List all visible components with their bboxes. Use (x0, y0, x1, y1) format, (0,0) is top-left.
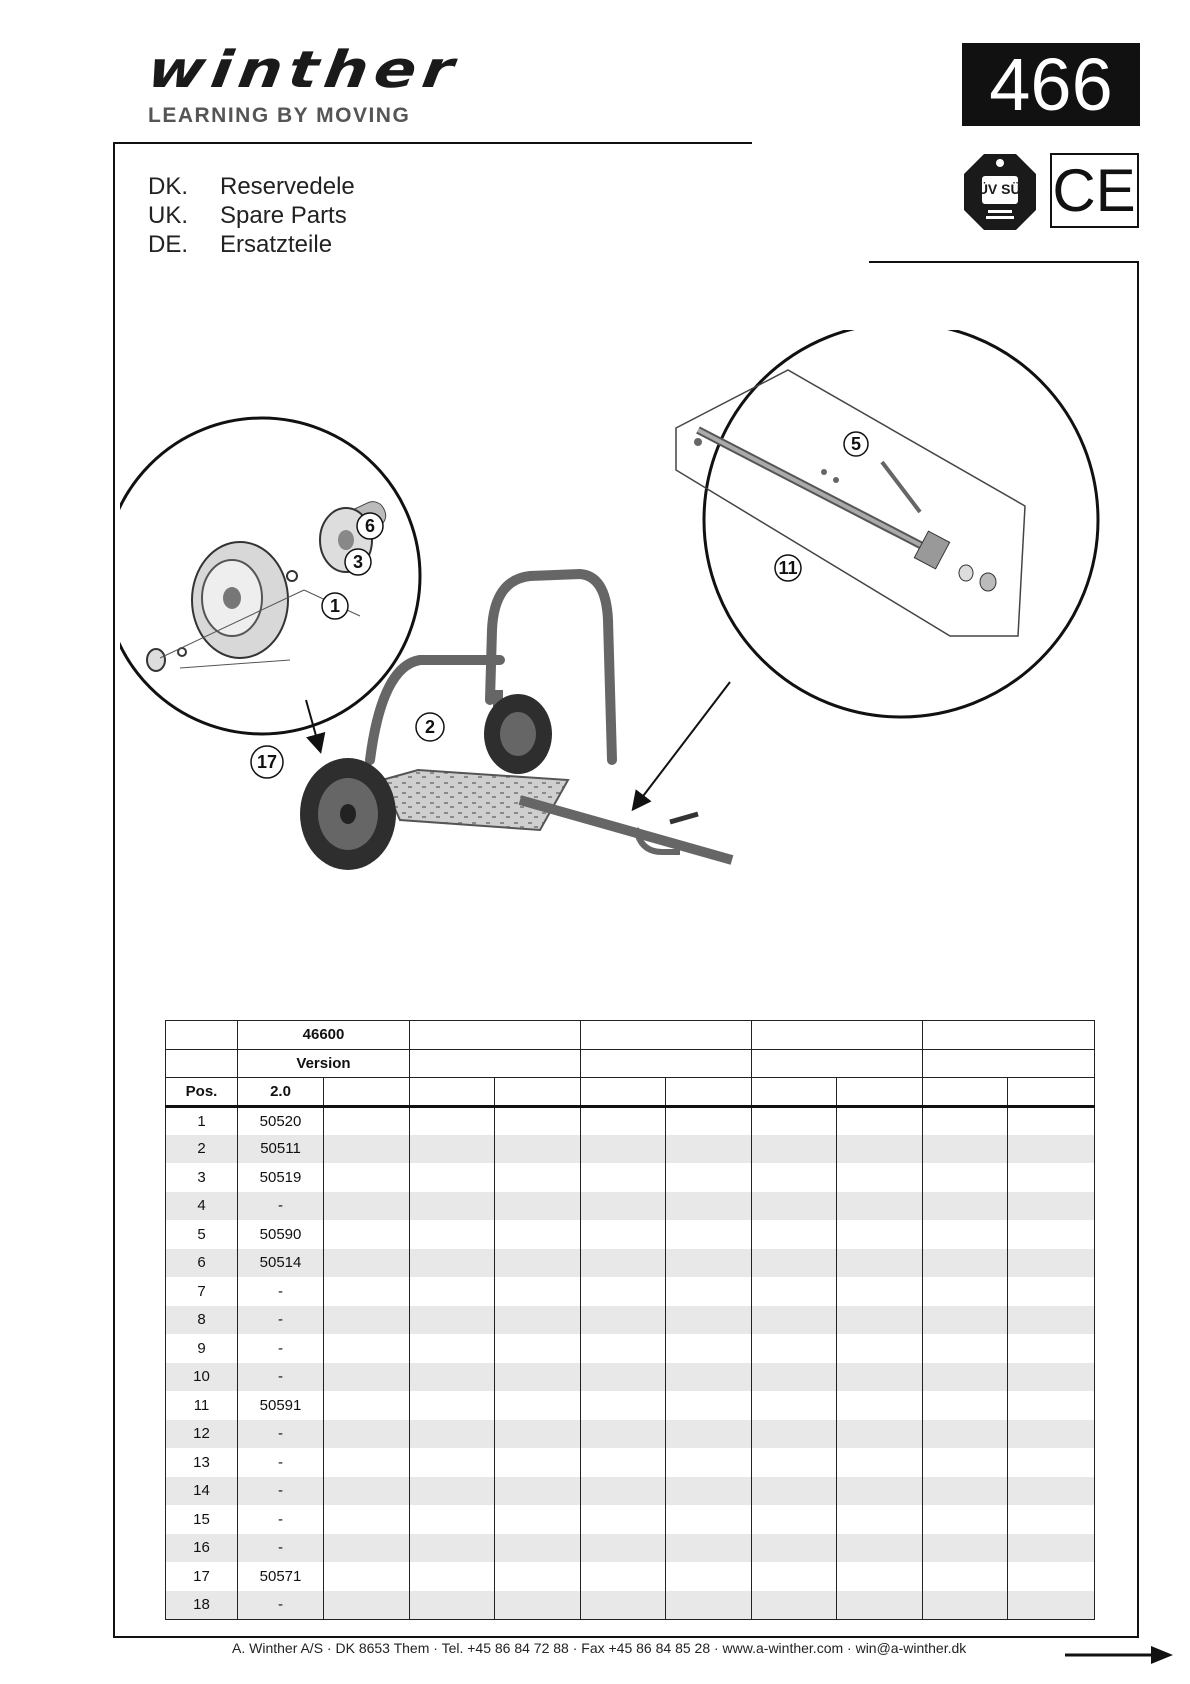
empty-cell (923, 1505, 1008, 1534)
language-row-dk (148, 172, 355, 201)
pos-cell: 13 (166, 1448, 238, 1477)
table-header-cell (1008, 1078, 1095, 1107)
empty-cell (1008, 1249, 1095, 1278)
language-code: DE. (148, 231, 189, 258)
part-number-cell: - (238, 1477, 324, 1506)
table-header-cell (410, 1049, 581, 1078)
empty-cell (324, 1249, 410, 1278)
frame-line (113, 142, 115, 1638)
table-header-cell (923, 1021, 1095, 1050)
empty-cell (752, 1277, 837, 1306)
empty-cell (752, 1334, 837, 1363)
empty-cell (324, 1363, 410, 1392)
empty-cell (495, 1591, 581, 1620)
part-number-cell: 50590 (238, 1220, 324, 1249)
empty-cell (324, 1135, 410, 1164)
empty-cell (581, 1334, 666, 1363)
empty-cell (666, 1391, 752, 1420)
empty-cell (923, 1249, 1008, 1278)
empty-cell (410, 1306, 495, 1335)
empty-cell (495, 1106, 581, 1135)
empty-cell (324, 1192, 410, 1221)
empty-cell (410, 1477, 495, 1506)
table-row (166, 1106, 1095, 1135)
empty-cell (1008, 1334, 1095, 1363)
part-number-cell: 50520 (238, 1106, 324, 1135)
part-number-cell: 50591 (238, 1391, 324, 1420)
language-list (148, 172, 355, 259)
empty-cell (666, 1420, 752, 1449)
language-row-uk (148, 201, 355, 230)
table-header-cell (166, 1049, 238, 1078)
frame-line (869, 261, 1139, 263)
table-row (166, 1591, 1095, 1620)
empty-cell (1008, 1106, 1095, 1135)
pos-cell: 8 (166, 1306, 238, 1335)
empty-cell (581, 1391, 666, 1420)
empty-cell (837, 1220, 923, 1249)
empty-cell (1008, 1591, 1095, 1620)
part-number-cell: 50511 (238, 1135, 324, 1164)
empty-cell (666, 1562, 752, 1591)
empty-cell (581, 1277, 666, 1306)
empty-cell (581, 1448, 666, 1477)
empty-cell (1008, 1277, 1095, 1306)
empty-cell (666, 1334, 752, 1363)
arrow-right-icon (1063, 1644, 1175, 1666)
table-row (166, 1391, 1095, 1420)
callout-label-3: 3 (352, 552, 364, 572)
table-header-cell (752, 1049, 923, 1078)
empty-cell (410, 1448, 495, 1477)
empty-cell (324, 1306, 410, 1335)
ce-mark-text: CE (1052, 157, 1136, 224)
frame-line (113, 142, 752, 144)
pos-cell: 1 (166, 1106, 238, 1135)
empty-cell (923, 1306, 1008, 1335)
empty-cell (923, 1391, 1008, 1420)
empty-cell (666, 1135, 752, 1164)
table-row (166, 1163, 1095, 1192)
language-code: UK. (148, 202, 189, 229)
frame-line (1137, 261, 1139, 1638)
empty-cell (1008, 1135, 1095, 1164)
empty-cell (581, 1477, 666, 1506)
empty-cell (581, 1106, 666, 1135)
empty-cell (1008, 1477, 1095, 1506)
table-row (166, 1135, 1095, 1164)
empty-cell (666, 1363, 752, 1392)
empty-cell (1008, 1306, 1095, 1335)
empty-cell (324, 1477, 410, 1506)
empty-cell (752, 1220, 837, 1249)
empty-cell (752, 1192, 837, 1221)
empty-cell (410, 1591, 495, 1620)
version-label-header: Version (238, 1049, 410, 1078)
empty-cell (923, 1135, 1008, 1164)
empty-cell (1008, 1391, 1095, 1420)
empty-cell (495, 1477, 581, 1506)
empty-cell (837, 1277, 923, 1306)
empty-cell (410, 1135, 495, 1164)
pos-cell: 16 (166, 1534, 238, 1563)
empty-cell (581, 1420, 666, 1449)
empty-cell (837, 1420, 923, 1449)
empty-cell (923, 1534, 1008, 1563)
table-row (166, 1277, 1095, 1306)
empty-cell (324, 1591, 410, 1620)
trailer-product-image (300, 574, 732, 870)
table-header-cell (324, 1078, 410, 1107)
empty-cell (410, 1220, 495, 1249)
empty-cell (837, 1334, 923, 1363)
pos-cell: 18 (166, 1591, 238, 1620)
empty-cell (581, 1505, 666, 1534)
empty-cell (923, 1277, 1008, 1306)
language-row-de (148, 230, 355, 259)
pos-cell: 4 (166, 1192, 238, 1221)
empty-cell (837, 1505, 923, 1534)
empty-cell (410, 1420, 495, 1449)
empty-cell (923, 1163, 1008, 1192)
empty-cell (752, 1477, 837, 1506)
pos-cell: 15 (166, 1505, 238, 1534)
table-header-cell (166, 1021, 238, 1050)
callout-label-17: 17 (256, 752, 278, 772)
empty-cell (923, 1220, 1008, 1249)
empty-cell (495, 1505, 581, 1534)
empty-cell (1008, 1363, 1095, 1392)
empty-cell (324, 1420, 410, 1449)
ce-mark-box (1050, 153, 1139, 228)
empty-cell (752, 1391, 837, 1420)
part-number-cell: - (238, 1277, 324, 1306)
empty-cell (666, 1249, 752, 1278)
empty-cell (495, 1363, 581, 1392)
empty-cell (410, 1334, 495, 1363)
table-header-cell (666, 1078, 752, 1107)
empty-cell (666, 1505, 752, 1534)
table-row (166, 1334, 1095, 1363)
empty-cell (495, 1277, 581, 1306)
empty-cell (923, 1363, 1008, 1392)
empty-cell (581, 1306, 666, 1335)
empty-cell (752, 1249, 837, 1278)
empty-cell (324, 1534, 410, 1563)
empty-cell (410, 1505, 495, 1534)
empty-cell (410, 1562, 495, 1591)
table-row (166, 1192, 1095, 1221)
empty-cell (666, 1306, 752, 1335)
empty-cell (1008, 1448, 1095, 1477)
empty-cell (410, 1534, 495, 1563)
part-number-cell: - (238, 1363, 324, 1392)
empty-cell (752, 1106, 837, 1135)
part-number-cell: 50514 (238, 1249, 324, 1278)
empty-cell (752, 1448, 837, 1477)
pos-cell: 5 (166, 1220, 238, 1249)
empty-cell (495, 1420, 581, 1449)
part-number-cell: - (238, 1448, 324, 1477)
empty-cell (495, 1192, 581, 1221)
empty-cell (666, 1448, 752, 1477)
callout-label-5: 5 (850, 434, 862, 454)
empty-cell (495, 1220, 581, 1249)
empty-cell (495, 1249, 581, 1278)
part-number-cell: - (238, 1306, 324, 1335)
winther-logo (143, 39, 528, 100)
logo-wordmark: winther (143, 39, 464, 100)
empty-cell (324, 1277, 410, 1306)
empty-cell (410, 1277, 495, 1306)
exploded-view-illustration (120, 330, 1130, 990)
empty-cell (923, 1334, 1008, 1363)
drawbar-detail-circle (676, 330, 1098, 717)
table-header-cell (752, 1021, 923, 1050)
frame-line (113, 1636, 1139, 1638)
empty-cell (495, 1135, 581, 1164)
language-code: DK. (148, 173, 189, 200)
pos-cell: 17 (166, 1562, 238, 1591)
part-number-cell: - (238, 1192, 324, 1221)
empty-cell (752, 1562, 837, 1591)
pos-cell: 14 (166, 1477, 238, 1506)
empty-cell (923, 1420, 1008, 1449)
empty-cell (324, 1448, 410, 1477)
table-row (166, 1505, 1095, 1534)
empty-cell (837, 1477, 923, 1506)
empty-cell (837, 1306, 923, 1335)
table-row (166, 1249, 1095, 1278)
empty-cell (324, 1505, 410, 1534)
empty-cell (923, 1106, 1008, 1135)
empty-cell (324, 1391, 410, 1420)
pos-cell: 11 (166, 1391, 238, 1420)
table-row (166, 1363, 1095, 1392)
empty-cell (1008, 1192, 1095, 1221)
callout-label-2: 2 (424, 717, 436, 737)
table-row (166, 1534, 1095, 1563)
model-number-badge: 466 (962, 43, 1140, 126)
empty-cell (495, 1391, 581, 1420)
pos-cell: 6 (166, 1249, 238, 1278)
empty-cell (666, 1163, 752, 1192)
empty-cell (666, 1277, 752, 1306)
table-header-pos-row (166, 1078, 1095, 1107)
empty-cell (923, 1192, 1008, 1221)
empty-cell (837, 1448, 923, 1477)
table-header-cell (581, 1049, 752, 1078)
empty-cell (752, 1306, 837, 1335)
language-label: Spare Parts (220, 202, 347, 229)
empty-cell (837, 1534, 923, 1563)
table-row (166, 1220, 1095, 1249)
empty-cell (752, 1163, 837, 1192)
table-row (166, 1306, 1095, 1335)
empty-cell (495, 1534, 581, 1563)
table-header-cell (923, 1049, 1095, 1078)
empty-cell (666, 1591, 752, 1620)
table-header-cell (923, 1078, 1008, 1107)
empty-cell (581, 1363, 666, 1392)
empty-cell (837, 1591, 923, 1620)
table-row (166, 1477, 1095, 1506)
table-row (166, 1420, 1095, 1449)
table-header-cell (837, 1078, 923, 1107)
callout-label-11: 11 (778, 558, 798, 578)
table-header-cell (410, 1078, 495, 1107)
empty-cell (581, 1249, 666, 1278)
brand-tagline: LEARNING BY MOVING (148, 104, 411, 127)
empty-cell (1008, 1505, 1095, 1534)
empty-cell (324, 1106, 410, 1135)
empty-cell (837, 1106, 923, 1135)
empty-cell (752, 1505, 837, 1534)
empty-cell (410, 1192, 495, 1221)
empty-cell (581, 1220, 666, 1249)
empty-cell (923, 1562, 1008, 1591)
empty-cell (1008, 1562, 1095, 1591)
empty-cell (752, 1591, 837, 1620)
empty-cell (837, 1249, 923, 1278)
empty-cell (752, 1534, 837, 1563)
part-number-cell: - (238, 1534, 324, 1563)
empty-cell (666, 1106, 752, 1135)
tuv-mark-text: TÜV SÜD (969, 181, 1031, 197)
empty-cell (324, 1220, 410, 1249)
empty-cell (410, 1391, 495, 1420)
table-row (166, 1448, 1095, 1477)
empty-cell (923, 1591, 1008, 1620)
pos-column-header: Pos. (166, 1078, 238, 1107)
empty-cell (752, 1420, 837, 1449)
table-header-cell (495, 1078, 581, 1107)
empty-cell (410, 1363, 495, 1392)
empty-cell (495, 1448, 581, 1477)
empty-cell (837, 1163, 923, 1192)
part-number-cell: - (238, 1334, 324, 1363)
empty-cell (495, 1163, 581, 1192)
ce-mark-icon (1052, 155, 1137, 226)
part-number-cell: - (238, 1420, 324, 1449)
empty-cell (1008, 1220, 1095, 1249)
spare-parts-table (165, 1020, 1095, 1620)
empty-cell (923, 1477, 1008, 1506)
empty-cell (752, 1363, 837, 1392)
empty-cell (324, 1334, 410, 1363)
pos-cell: 12 (166, 1420, 238, 1449)
callout-label-1: 1 (329, 596, 341, 616)
empty-cell (495, 1334, 581, 1363)
table-header-cell (752, 1078, 837, 1107)
part-number-cell: 50519 (238, 1163, 324, 1192)
empty-cell (581, 1163, 666, 1192)
empty-cell (581, 1591, 666, 1620)
pos-cell: 7 (166, 1277, 238, 1306)
part-number-cell: 50571 (238, 1562, 324, 1591)
empty-cell (923, 1448, 1008, 1477)
empty-cell (666, 1220, 752, 1249)
empty-cell (837, 1192, 923, 1221)
empty-cell (1008, 1420, 1095, 1449)
footer-contact-info: A. Winther A/S · DK 8653 Them · Tel. +45 86 84 72 88 · Fax +45 86 84 85 28 · www.a-winther.com · win@a-winther.dk (232, 1640, 967, 1656)
callout-label-6: 6 (364, 516, 376, 536)
tuv-certification-icon (962, 152, 1038, 232)
empty-cell (410, 1106, 495, 1135)
empty-cell (1008, 1163, 1095, 1192)
empty-cell (837, 1391, 923, 1420)
language-label: Reservedele (220, 173, 355, 200)
pos-cell: 10 (166, 1363, 238, 1392)
empty-cell (324, 1163, 410, 1192)
article-number-header: 46600 (238, 1021, 410, 1050)
table-header-version-row (166, 1049, 1095, 1078)
empty-cell (495, 1306, 581, 1335)
empty-cell (581, 1562, 666, 1591)
empty-cell (837, 1562, 923, 1591)
pos-cell: 2 (166, 1135, 238, 1164)
empty-cell (410, 1163, 495, 1192)
pos-cell: 3 (166, 1163, 238, 1192)
version-value-header: 2.0 (238, 1078, 324, 1107)
part-number-cell: - (238, 1591, 324, 1620)
wheel-detail-circle (120, 418, 420, 734)
empty-cell (581, 1135, 666, 1164)
table-row (166, 1562, 1095, 1591)
empty-cell (1008, 1534, 1095, 1563)
language-label: Ersatzteile (220, 231, 333, 258)
empty-cell (495, 1562, 581, 1591)
empty-cell (324, 1562, 410, 1591)
table-header-cell (581, 1021, 752, 1050)
table-header-article-row (166, 1021, 1095, 1050)
empty-cell (410, 1249, 495, 1278)
empty-cell (666, 1477, 752, 1506)
empty-cell (837, 1135, 923, 1164)
empty-cell (752, 1135, 837, 1164)
empty-cell (837, 1363, 923, 1392)
part-number-cell: - (238, 1505, 324, 1534)
empty-cell (666, 1534, 752, 1563)
table-header-cell (410, 1021, 581, 1050)
pos-cell: 9 (166, 1334, 238, 1363)
table-header-cell (581, 1078, 666, 1107)
empty-cell (666, 1192, 752, 1221)
empty-cell (581, 1534, 666, 1563)
empty-cell (581, 1192, 666, 1221)
